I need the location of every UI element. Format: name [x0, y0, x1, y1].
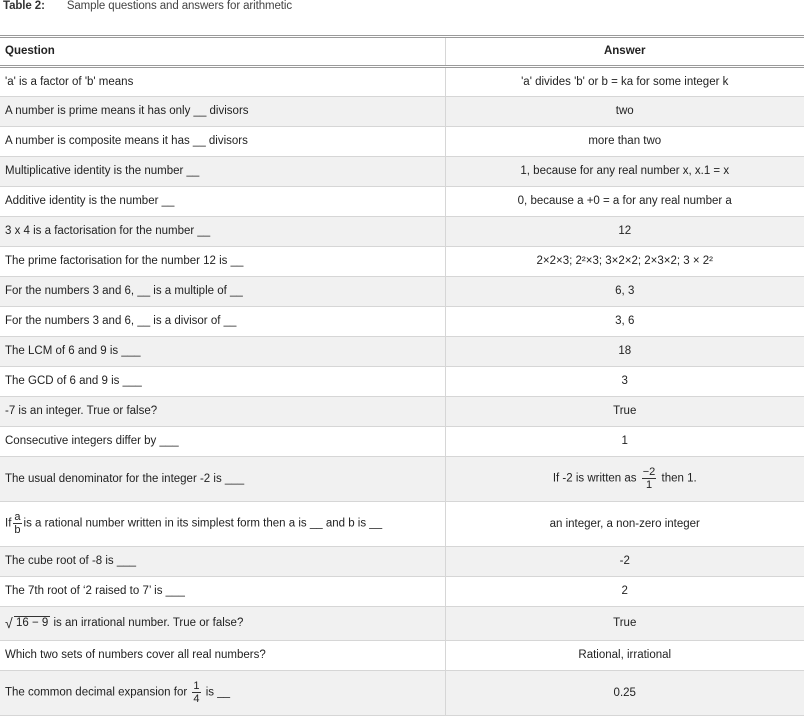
answer-cell: 'a' divides 'b' or b = ka for some integer k: [445, 66, 804, 96]
table-row: [0, 126, 804, 156]
table-row: [0, 306, 804, 336]
question-cell: The 7th root of ‘2 raised to 7’ is ___: [0, 576, 445, 606]
answer-cell: an integer, a non-zero integer: [445, 501, 804, 546]
table-row: [0, 156, 804, 186]
question-text-pre: The common decimal expansion for: [5, 686, 188, 699]
question-text-post: is a rational number written in its simplest form then a is __ and b is __: [23, 517, 383, 530]
answer-cell: two: [445, 96, 804, 126]
table-row: [0, 276, 804, 306]
question-text-post: is an irrational number. True or false?: [53, 617, 244, 629]
question-cell: [0, 670, 445, 715]
answer-cell: more than two: [445, 126, 804, 156]
answer-cell: True: [445, 396, 804, 426]
question-cell: The prime factorisation for the number 12 is __: [0, 246, 445, 276]
caption-text: Sample questions and answers for arithmetic: [66, 0, 292, 12]
table-row: [0, 336, 804, 366]
table-row: [0, 246, 804, 276]
fraction-numerator: a: [14, 511, 21, 523]
answer-cell: Rational, irrational: [445, 640, 804, 670]
question-cell: For the numbers 3 and 6, __ is a divisor of __: [0, 306, 445, 336]
question-cell: The usual denominator for the integer -2 is ___: [0, 456, 445, 501]
table-row: [0, 66, 804, 96]
answer-cell: 3, 6: [445, 306, 804, 336]
answer-cell: [445, 456, 804, 501]
fraction-denominator: 1: [645, 479, 653, 491]
table-row: [0, 186, 804, 216]
square-root: [5, 617, 50, 629]
answer-text-post: then 1.: [661, 472, 697, 485]
question-cell: A number is prime means it has only __ divisors: [0, 96, 445, 126]
radicand: 16 − 9: [16, 617, 49, 629]
answer-cell: True: [445, 606, 804, 640]
table-row: [0, 456, 804, 501]
question-cell: Multiplicative identity is the number __: [0, 156, 445, 186]
question-cell: [0, 606, 445, 640]
radical-sign-icon: √: [5, 615, 13, 631]
answer-cell: -2: [445, 546, 804, 576]
fraction-denominator: b: [14, 524, 21, 536]
table-row: [0, 670, 804, 715]
fraction-numerator: 1: [193, 680, 200, 692]
fraction-numerator: −2: [642, 466, 656, 478]
fraction-denominator: 4: [193, 693, 200, 705]
answer-cell: 12: [445, 216, 804, 246]
table-row: [0, 640, 804, 670]
table-row: [0, 576, 804, 606]
answer-cell: 1: [445, 426, 804, 456]
table-row: [0, 546, 804, 576]
question-text-pre: If: [5, 517, 12, 530]
question-cell: -7 is an integer. True or false?: [0, 396, 445, 426]
question-cell: For the numbers 3 and 6, __ is a multiple of __: [0, 276, 445, 306]
question-cell: [0, 501, 445, 546]
question-cell: A number is composite means it has __ divisors: [0, 126, 445, 156]
question-cell: Additive identity is the number __: [0, 186, 445, 216]
fraction: [13, 511, 21, 536]
fraction: [642, 466, 657, 491]
table-row: [0, 216, 804, 246]
answer-cell: 3: [445, 366, 804, 396]
answer-cell: 2: [445, 576, 804, 606]
question-header: Question: [0, 38, 445, 66]
question-text-post: is __: [205, 686, 230, 699]
answer-cell: 1, because for any real number x, x.1 = x: [445, 156, 804, 186]
table-row: [0, 96, 804, 126]
question-cell: Which two sets of numbers cover all real numbers?: [0, 640, 445, 670]
question-cell: The GCD of 6 and 9 is ___: [0, 366, 445, 396]
answer-cell: 0, because a +0 = a for any real number a: [445, 186, 804, 216]
table-row: [0, 606, 804, 640]
table-row: [0, 501, 804, 546]
fraction: [192, 680, 200, 705]
answer-cell: 18: [445, 336, 804, 366]
question-cell: 'a' is a factor of 'b' means: [0, 66, 445, 96]
answer-cell: 2×2×3; 2²×3; 3×2×2; 2×3×2; 3 × 2²: [445, 246, 804, 276]
answer-cell: 6, 3: [445, 276, 804, 306]
question-cell: Consecutive integers differ by ___: [0, 426, 445, 456]
answer-text-pre: If -2 is written as: [552, 472, 637, 485]
answer-cell: 0.25: [445, 670, 804, 715]
table-row: [0, 366, 804, 396]
question-cell: 3 x 4 is a factorisation for the number __: [0, 216, 445, 246]
question-cell: The cube root of -8 is ___: [0, 546, 445, 576]
table-row: [0, 426, 804, 456]
qa-table: [0, 38, 804, 716]
question-cell: The LCM of 6 and 9 is ___: [0, 336, 445, 366]
table-caption: [3, 0, 292, 14]
answer-header: Answer: [445, 38, 804, 66]
table-row: [0, 396, 804, 426]
caption-label: Table 2:: [3, 0, 45, 12]
header-row: [0, 38, 804, 66]
